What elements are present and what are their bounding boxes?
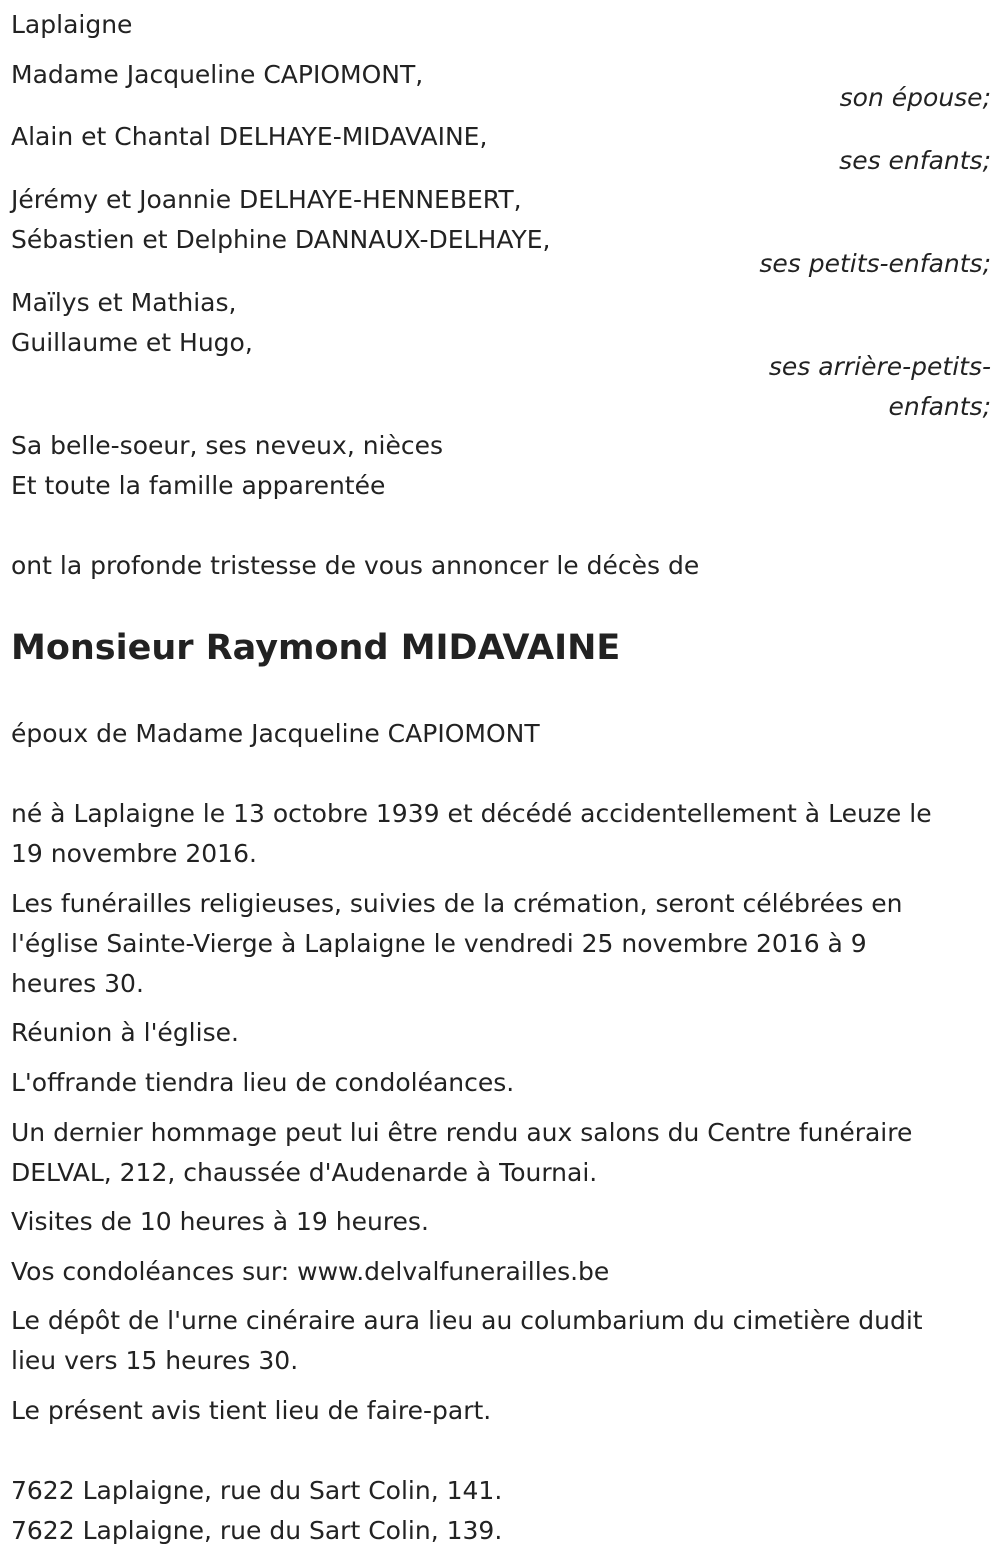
- funeral-line: heures 30.: [11, 969, 144, 998]
- children-name: Alain et Chantal DELHAYE-MIDAVAINE,: [11, 122, 488, 151]
- urn-line: Le dépôt de l'urne cinéraire aura lieu au columbarium du cimetière dudit: [11, 1306, 923, 1335]
- offering-line: L'offrande tiendra lieu de condoléances.: [11, 1068, 515, 1097]
- funeral-line: l'église Sainte-Vierge à Laplaigne le vendredi 25 novembre 2016 à 9: [11, 929, 867, 958]
- great-grandchildren-line: Maïlys et Mathias,: [11, 288, 237, 317]
- deceased-spouse-of: époux de Madame Jacqueline CAPIOMONT: [11, 719, 540, 748]
- tribute-line: Un dernier hommage peut lui être rendu aux salons du Centre funéraire: [11, 1118, 913, 1147]
- extended-family-line: Sa belle-soeur, ses neveux, nièces: [11, 431, 444, 460]
- children-relation: ses enfants;: [839, 146, 991, 175]
- extended-family-line: Et toute la famille apparentée: [11, 471, 386, 500]
- birth-death-line: 19 novembre 2016.: [11, 839, 257, 868]
- header-location: Laplaigne: [11, 10, 133, 39]
- birth-death-line: né à Laplaigne le 13 octobre 1939 et décédé accidentellement à Leuze le: [11, 799, 932, 828]
- funeral-line: Les funérailles religieuses, suivies de la crémation, seront célébrées en: [11, 889, 903, 918]
- great-grandchildren-relation-line1: ses arrière-petits-: [768, 352, 991, 381]
- address-line: 7622 Laplaigne, rue du Sart Colin, 139.: [11, 1516, 503, 1545]
- spouse-relation: son épouse;: [839, 83, 991, 112]
- great-grandchildren-line: Guillaume et Hugo,: [11, 328, 253, 357]
- tribute-line: DELVAL, 212, chaussée d'Audenarde à Tournai.: [11, 1158, 598, 1187]
- great-grandchildren-relation-line2: enfants;: [888, 392, 991, 421]
- grandchildren-relation: ses petits-enfants;: [759, 249, 991, 278]
- address-line: 7622 Laplaigne, rue du Sart Colin, 141.: [11, 1476, 503, 1505]
- urn-line: lieu vers 15 heures 30.: [11, 1346, 299, 1375]
- meeting-line: Réunion à l'église.: [11, 1018, 239, 1047]
- grandchildren-line: Jérémy et Joannie DELHAYE-HENNEBERT,: [11, 185, 522, 214]
- spouse-name: Madame Jacqueline CAPIOMONT,: [11, 60, 424, 89]
- deceased-name: Monsieur Raymond MIDAVAINE: [11, 628, 621, 668]
- announcement: ont la profonde tristesse de vous annoncer le décès de: [11, 551, 700, 580]
- condolences-line: Vos condoléances sur: www.delvalfunerailles.be: [11, 1257, 610, 1286]
- visits-line: Visites de 10 heures à 19 heures.: [11, 1207, 429, 1236]
- grandchildren-line: Sébastien et Delphine DANNAUX-DELHAYE,: [11, 225, 551, 254]
- notice-line: Le présent avis tient lieu de faire-part.: [11, 1396, 492, 1425]
